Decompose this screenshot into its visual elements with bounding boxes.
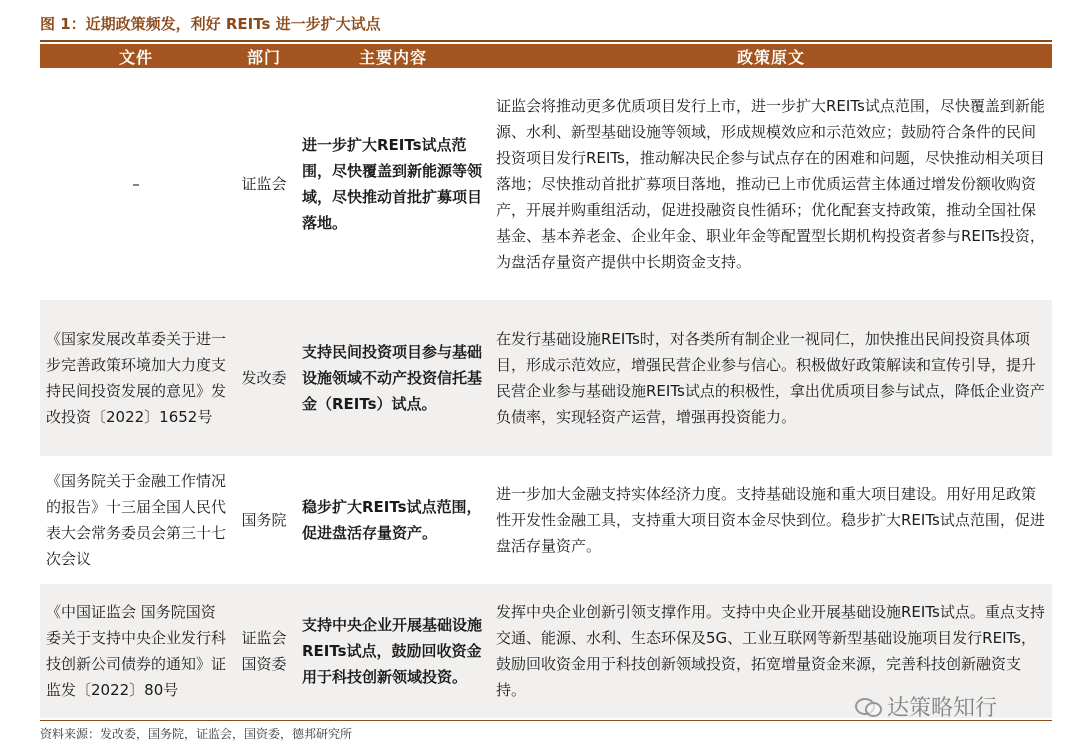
row-main: 支持民间投资项目参与基础设施领域不动产投资信托基金（REITs）试点。 [296, 300, 490, 456]
row-text: 发挥中央企业创新引领支撑作用。支持中央企业开展基础设施REITs试点。重点支持交通、能源、水利、生态环保及5G、工业互联网等新型基础设施项目发行REITs，鼓励回收资金用于科技创新领域投资，拓宽增量资金来源，完善科技创新融资支持。 [490, 584, 1052, 718]
row-dept: 发改委 [232, 300, 296, 456]
source-note: 资料来源：发改委，国务院，证监会，国资委，德邦研究所 [40, 727, 353, 741]
figure-title: 图 1：近期政策频发，利好 REITs 进一步扩大试点 [40, 15, 381, 33]
row-text: 证监会将推动更多优质项目发行上市，进一步扩大REITs试点范围，尽快覆盖到新能源、水利、新型基础设施等领域，形成规模效应和示范效应；鼓励符合条件的民间投资项目发行REITs，推动解决民企参与试点存在的困难和问题，尽快推动相关项目落地；尽快推动首批扩募项目落地，推动已上市优质运营主体通过增发份额收购资产，开展并购重组活动，促进投融资良性循环；优化配套支持政策，推动全国社保基金、基本养老金、企业年金、职业年金等配置型长期机构投资者参与REITs投资，为盘活存量资产提供中长期资金支持。 [490, 68, 1052, 300]
row-text: 进一步加大金融支持实体经济力度。支持基础设施和重大项目建设。用好用足政策性开发性金融工具，支持重大项目资本金尽快到位。稳步扩大REITs试点范围，促进盘活存量资产。 [490, 456, 1052, 584]
header-text: 政策原文 [490, 44, 1052, 68]
header-dept: 部门 [232, 44, 296, 68]
table-row [40, 456, 1052, 584]
table-row [40, 68, 1052, 300]
row-file: 《中国证监会 国务院国资委关于支持中央企业发行科技创新公司债券的通知》证监发〔2022〕80号 [40, 584, 232, 718]
header-file: 文件 [40, 44, 232, 68]
watermark [855, 692, 997, 720]
table-header-row [40, 44, 1052, 68]
row-main: 进一步扩大REITs试点范围，尽快覆盖到新能源等领域，尽快推动首批扩募项目落地。 [296, 68, 490, 300]
row-text: 在发行基础设施REITs时，对各类所有制企业一视同仁，加快推出民间投资具体项目，形成示范效应，增强民营企业参与信心。积极做好政策解读和宣传引导，提升民营企业参与基础设施REITs试点的积极性，拿出优质项目参与试点，降低企业资产负债率，实现轻资产运营，增强再投资能力。 [490, 300, 1052, 456]
policy-table [40, 44, 1052, 718]
header-main: 主要内容 [296, 44, 490, 68]
row-file: – [40, 68, 232, 300]
row-file: 《国务院关于金融工作情况的报告》十三届全国人民代表大会常务委员会第三十七次会议 [40, 456, 232, 584]
row-main: 支持中央企业开展基础设施REITs试点，鼓励回收资金用于科技创新领域投资。 [296, 584, 490, 718]
row-dept: 证监会 国资委 [232, 584, 296, 718]
row-dept: 国务院 [232, 456, 296, 584]
watermark-text: 达策略知行 [887, 695, 998, 721]
row-dept: 证监会 [232, 68, 296, 300]
table-row [40, 300, 1052, 456]
row-main: 稳步扩大REITs试点范围，促进盘活存量资产。 [296, 456, 490, 584]
title-divider [40, 40, 1052, 42]
row-file: 《国家发展改革委关于进一步完善政策环境加大力度支持民间投资发展的意见》发改投资〔2022〕1652号 [40, 300, 232, 456]
wechat-icon [855, 696, 881, 716]
